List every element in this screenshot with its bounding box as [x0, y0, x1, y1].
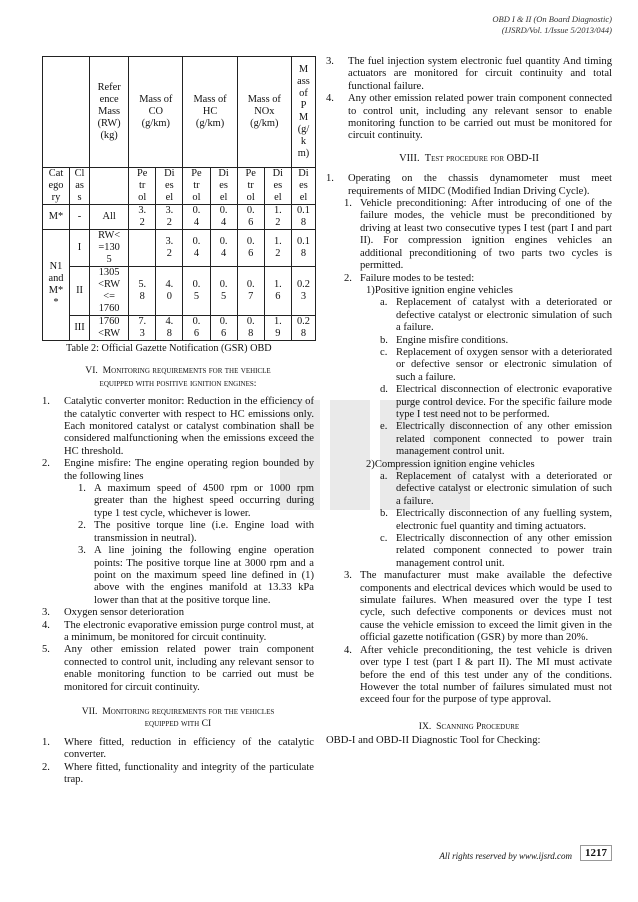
- reference-mass-cell: 1305 <RW <= 1760: [90, 267, 129, 316]
- list-item: 2. Where fitted, functionality and integrity of the particulate trap.: [42, 761, 314, 785]
- value-cell: 0.2 8: [291, 316, 315, 341]
- running-header: [492, 14, 612, 36]
- value-cell: 1. 9: [264, 316, 291, 341]
- th-diesel: Di es el: [210, 168, 237, 205]
- value-cell: 7. 3: [129, 316, 156, 341]
- ci-heading: 2)Compression ignition engine vehicles: [366, 458, 535, 470]
- section-6-list: [42, 396, 314, 694]
- list-item: 2. Failure modes to be tested:: [344, 272, 475, 284]
- th-diesel: Di es el: [156, 168, 183, 205]
- table-row: [43, 316, 316, 341]
- list-item: 1. Catalytic converter monitor: Reduction in the efficiency of the catalytic converter with respect to HC emissions only. Each monitored catalyst or catalyst combination shall be considered malfunctioning when the emissions exceed the HC threshold.: [42, 396, 314, 457]
- list-item: c. Replacement of oxygen sensor with a deteriorated or defective sensor or electronic simulation of such a failure.: [380, 346, 612, 383]
- class-cell: I: [70, 230, 90, 267]
- th-mass-nox: Mass of NOx (g/km): [237, 57, 291, 168]
- value-cell: 1. 2: [264, 230, 291, 267]
- list-item: 1. A maximum speed of 4500 rpm or 1000 rpm greater than the highest speed occurring during type 1 test cycle, whichever is lower.: [78, 483, 314, 519]
- left-column: [42, 56, 314, 786]
- reference-mass-cell: RW< =130 5: [90, 230, 129, 267]
- class-cell: -: [70, 205, 90, 230]
- table-row: [43, 205, 316, 230]
- value-cell: 3. 2: [129, 205, 156, 230]
- th-petrol: Pe tr ol: [237, 168, 264, 205]
- list-item: 4. The electronic evaporative emission purge control must, at a minimum, be monitored for circuit continuity.: [42, 619, 314, 643]
- value-cell: 0. 4: [210, 230, 237, 267]
- list-item: 2. The positive torque line (i.e. Engine load with transmission in neutral).: [78, 520, 314, 544]
- list-item: a. Replacement of catalyst with a deteriorated or defective catalyst or electronic simulation of such a failure.: [380, 471, 612, 507]
- th-class: Cl as s: [70, 168, 90, 205]
- value-cell: 3. 2: [156, 205, 183, 230]
- list-item: e. Electrically disconnection of any other emission related component connected to power train management control unit.: [380, 421, 612, 458]
- value-cell: 0. 4: [210, 205, 237, 230]
- header-line-2: (IJSRD/Vol. 1/Issue 5/2013/044): [501, 25, 612, 35]
- value-cell: 0. 5: [183, 267, 210, 316]
- table-subheader-row: [43, 168, 316, 205]
- table-row: [43, 230, 316, 267]
- category-cell: N1 and M* *: [43, 230, 70, 341]
- list-item: 2. Engine misfire: The engine operating region bounded by the following lines: [42, 458, 314, 482]
- list-item: 1. Vehicle preconditioning: After introducing of one of the failure modes, the vehicle must be preconditioned by driving at least two consecutive types I test (part I and part II). For compression ignition engines vehicles an additional preconditioning of two parts two cycles is permitted.: [344, 198, 612, 272]
- th-petrol: Pe tr ol: [129, 168, 156, 205]
- list-item: 4. Any other emission related power train component connected to control unit, including any relevant sensor to enable monitoring function to be carried out must be monitored for circuit continuity.: [326, 93, 612, 142]
- table-caption: Table 2: Official Gazette Notification (GSR) OBD: [66, 343, 272, 354]
- right-column: [326, 56, 612, 748]
- section-8-title: VIII. Test procedure for OBD-II: [399, 152, 539, 164]
- value-cell: 5. 8: [129, 267, 156, 316]
- th-reference-mass: Refer ence Mass (RW) (kg): [90, 57, 129, 168]
- header-line-1: OBD I & II (On Board Diagnostic): [492, 14, 612, 24]
- list-item: d. Electrical disconnection of electronic evaporative purge control device. For the specific failure mode type I test need not to be performed.: [380, 384, 612, 420]
- reference-mass-cell: 1760 <RW: [90, 316, 129, 341]
- list-item: 3. A line joining the following engine operation points: The positive torque line at 3000 rpm and a point on the maximum speed line defined in (1) above with the engines manifold at 13.33 kPa lower than that at the positive torque line.: [78, 545, 314, 606]
- th-petrol: Pe tr ol: [183, 168, 210, 205]
- section-7-title: VII. Monitoring requirements for the vehicles equipped with CI: [81, 705, 275, 730]
- list-item: b. Electrically disconnection of any fuelling system, electronic fuel quantity and timing actuators.: [380, 508, 612, 532]
- value-cell: 1. 6: [264, 267, 291, 316]
- list-item: 3. The manufacturer must make available the defective components and electrical devices which would be used to simulate failures. When measured over the type I test cycle, such defective components or devices must not cause the vehicle emission to exceed the limit given in the official gazette notification (GSR) by more than 20%.: [344, 570, 612, 644]
- list-item: 3. The fuel injection system electronic fuel quantity And timing actuators are monitored for circuit continuity and total functional failure.: [326, 56, 612, 92]
- list-item: 5. Any other emission related power train component connected to control unit, including any relevant sensor to enable monitoring function to be carried out must be monitored for circuit continuity.: [42, 644, 314, 693]
- value-cell: 0.1 8: [291, 230, 315, 267]
- category-cell: M*: [43, 205, 70, 230]
- th-diesel: Di es el: [291, 168, 315, 205]
- list-item: 1. Operating on the chassis dynamometer must meet requirements of MIDC (Modified Indian Driving Cycle).: [326, 173, 612, 197]
- value-cell: [129, 230, 156, 267]
- pi-heading: 1)Positive ignition engine vehicles: [366, 284, 513, 296]
- pi-list: [326, 297, 612, 458]
- section-6-title: VI. Monitoring requirements for the vehicle equipped with positive ignition engines:: [85, 365, 271, 389]
- th-category: Cat ego ry: [43, 168, 70, 205]
- gsr-obd-table: [42, 56, 316, 341]
- th-mass-pm: M ass of P M (g/ k m): [291, 57, 315, 168]
- value-cell: 0. 4: [183, 230, 210, 267]
- section-9-title: IX. Scanning Procedure: [418, 720, 520, 732]
- th-mass-co: Mass of CO (g/km): [129, 57, 183, 168]
- class-cell: II: [70, 267, 90, 316]
- table-header-row: [43, 57, 316, 168]
- value-cell: 0.1 8: [291, 205, 315, 230]
- page-number: 1217: [580, 845, 612, 861]
- list-item: a. Replacement of catalyst with a deteriorated or defective catalyst or electronic simulation of such a failure.: [380, 297, 612, 334]
- value-cell: 3. 2: [156, 230, 183, 267]
- table-row: [43, 267, 316, 316]
- ci-list: [326, 471, 612, 570]
- value-cell: 0. 6: [210, 316, 237, 341]
- value-cell: 4. 8: [156, 316, 183, 341]
- th-mass-hc: Mass of HC (g/km): [183, 57, 237, 168]
- list-item: b. Engine misfire conditions.: [380, 334, 509, 346]
- class-cell: III: [70, 316, 90, 341]
- value-cell: 0. 4: [183, 205, 210, 230]
- value-cell: 0. 8: [237, 316, 264, 341]
- list-item: 4. After vehicle preconditioning, the test vehicle is driven over type I test (part I & part II). The MI must activate before the end of this test under any of the conditions. However the total number of failures simulated must not exceed four for the purpose of type approval.: [344, 644, 612, 706]
- value-cell: 0.2 3: [291, 267, 315, 316]
- section-7-list: [42, 737, 314, 787]
- value-cell: 0. 5: [210, 267, 237, 316]
- list-item: c. Electrically disconnection of any other emission related component connected to power train management control unit.: [380, 533, 612, 569]
- value-cell: 1. 2: [264, 205, 291, 230]
- section-9-line: OBD-I and OBD-II Diagnostic Tool for Checking:: [326, 735, 541, 747]
- reference-mass-cell: All: [90, 205, 129, 230]
- list-item: 3. Oxygen sensor deterioration: [42, 607, 185, 619]
- footer-rights: All rights reserved by www.ijsrd.com: [439, 851, 572, 861]
- value-cell: 0. 6: [237, 230, 264, 267]
- value-cell: 0. 7: [237, 267, 264, 316]
- th-diesel: Di es el: [264, 168, 291, 205]
- value-cell: 4. 0: [156, 267, 183, 316]
- value-cell: 0. 6: [183, 316, 210, 341]
- value-cell: 0. 6: [237, 205, 264, 230]
- list-item: 1. Where fitted, reduction in efficiency of the catalytic converter.: [42, 736, 314, 761]
